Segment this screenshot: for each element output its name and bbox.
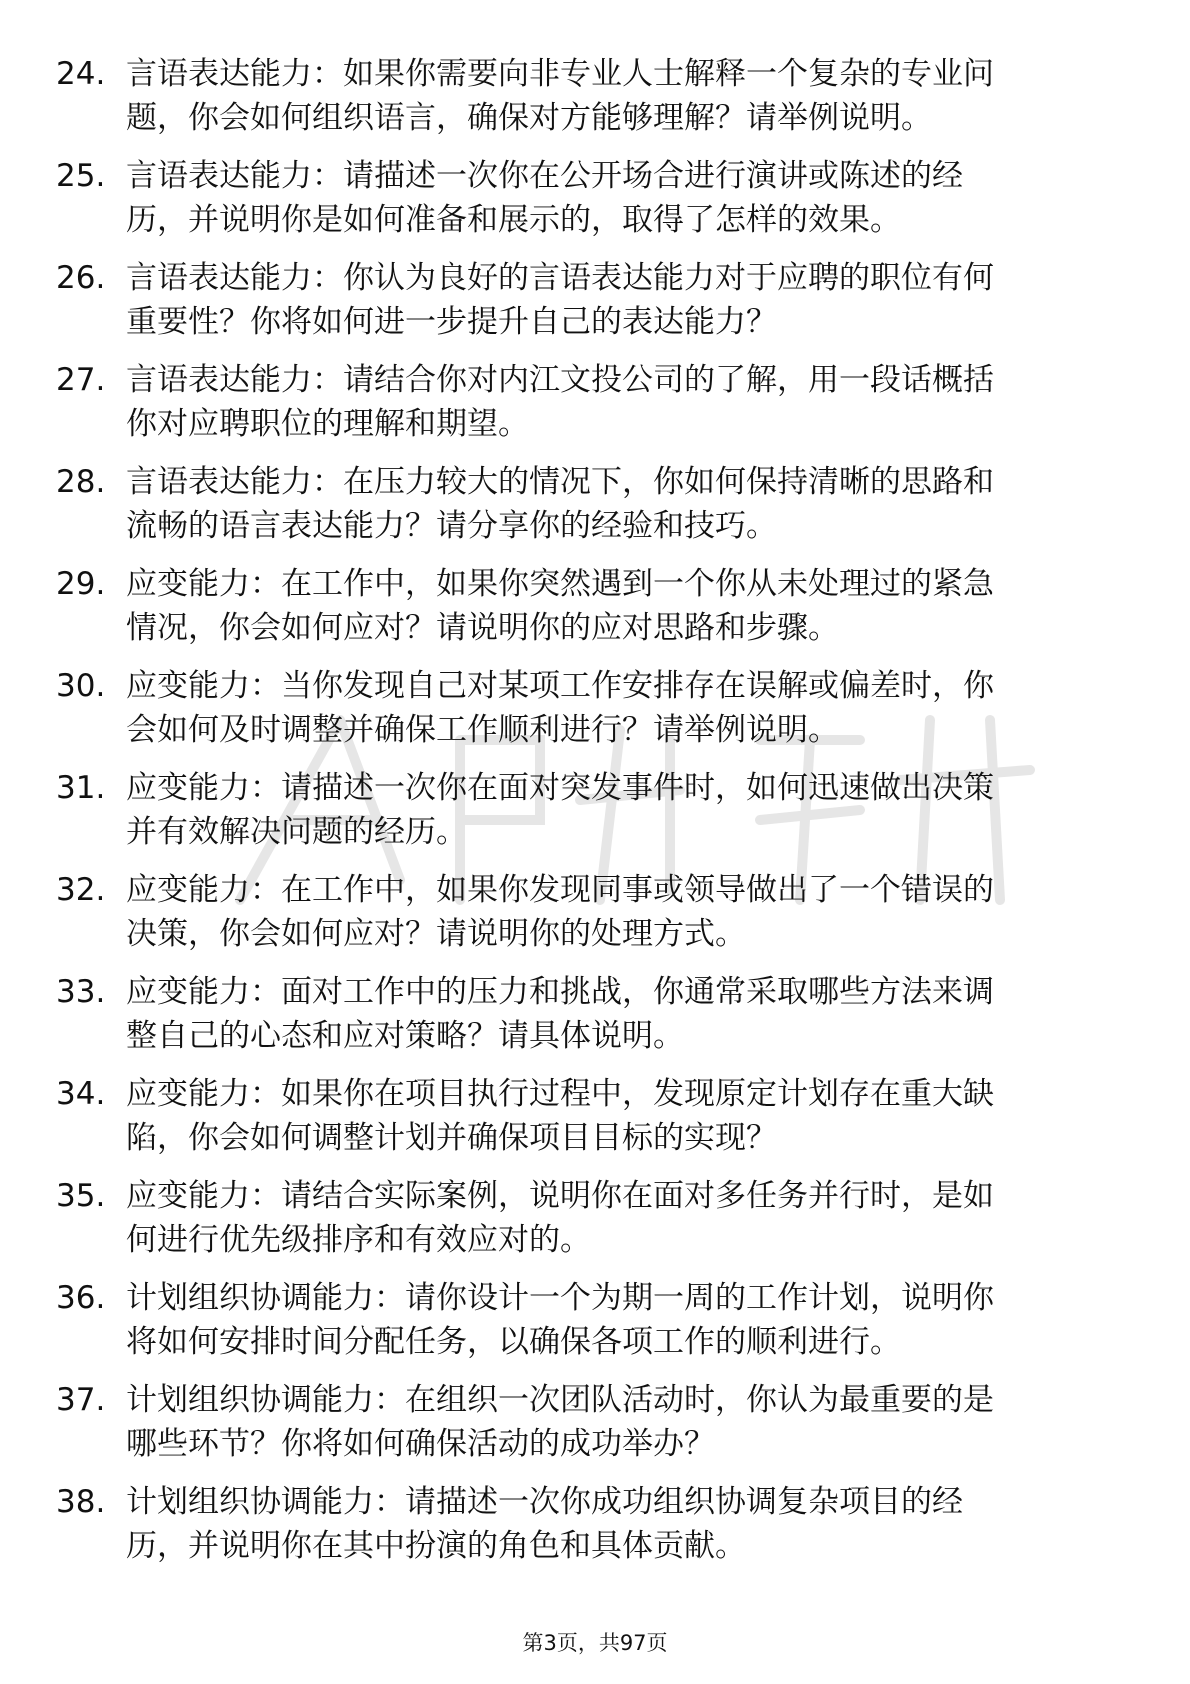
question-number: 30. (56, 668, 106, 704)
question-line: 哪些环节？你将如何确保活动的成功举办？ (126, 1426, 715, 1462)
question-line: 计划组织协调能力：在组织一次团队活动时，你认为最重要的是 (126, 1382, 994, 1418)
question-line: 应变能力：如果你在项目执行过程中，发现原定计划存在重大缺 (126, 1076, 994, 1112)
question-item (0, 154, 1190, 256)
question-number: 34. (56, 1076, 106, 1112)
question-number: 29. (56, 566, 106, 602)
question-number: 32. (56, 872, 106, 908)
question-line: 应变能力：当你发现自己对某项工作安排存在误解或偏差时，你 (126, 668, 994, 704)
question-text (126, 1378, 1126, 1466)
question-line: 言语表达能力：如果你需要向非专业人士解释一个复杂的专业问 (126, 56, 994, 92)
question-number: 38. (56, 1484, 106, 1520)
question-line: 历，并说明你是如何准备和展示的，取得了怎样的效果。 (126, 202, 901, 238)
question-item (0, 1174, 1190, 1276)
question-line: 情况，你会如何应对？请说明你的应对思路和步骤。 (126, 610, 839, 646)
question-line: 言语表达能力：请描述一次你在公开场合进行演讲或陈述的经 (126, 158, 963, 194)
question-number: 36. (56, 1280, 106, 1316)
question-number: 37. (56, 1382, 106, 1418)
question-item (0, 766, 1190, 868)
question-line: 会如何及时调整并确保工作顺利进行？请举例说明。 (126, 712, 839, 748)
question-text (126, 1072, 1126, 1160)
question-item (0, 1276, 1190, 1378)
question-line: 整自己的心态和应对策略？请具体说明。 (126, 1018, 684, 1054)
question-line: 将如何安排时间分配任务，以确保各项工作的顺利进行。 (126, 1324, 901, 1360)
question-number: 26. (56, 260, 106, 296)
question-text (126, 766, 1126, 854)
question-line: 历，并说明你在其中扮演的角色和具体贡献。 (126, 1528, 746, 1564)
question-number: 35. (56, 1178, 106, 1214)
question-number: 25. (56, 158, 106, 194)
question-text (126, 1174, 1126, 1262)
question-text (126, 562, 1126, 650)
question-item (0, 868, 1190, 970)
question-text (126, 358, 1126, 446)
question-text (126, 154, 1126, 242)
question-line: 言语表达能力：请结合你对内江文投公司的了解，用一段话概括 (126, 362, 994, 398)
question-line: 并有效解决问题的经历。 (126, 814, 467, 850)
question-line: 应变能力：在工作中，如果你发现同事或领导做出了一个错误的 (126, 872, 994, 908)
question-number: 33. (56, 974, 106, 1010)
question-line: 重要性？你将如何进一步提升自己的表达能力？ (126, 304, 777, 340)
question-text (126, 970, 1126, 1058)
question-line: 决策，你会如何应对？请说明你的处理方式。 (126, 916, 746, 952)
page-footer: 第3页，共97页 (522, 1631, 668, 1655)
question-item (0, 256, 1190, 358)
question-text (126, 1276, 1126, 1364)
question-item (0, 664, 1190, 766)
question-number: 27. (56, 362, 106, 398)
question-line: 应变能力：请结合实际案例，说明你在面对多任务并行时，是如 (126, 1178, 994, 1214)
question-list (0, 52, 1190, 1582)
question-number: 28. (56, 464, 106, 500)
question-line: 你对应聘职位的理解和期望。 (126, 406, 529, 442)
question-line: 应变能力：请描述一次你在面对突发事件时，如何迅速做出决策 (126, 770, 994, 806)
question-item (0, 1072, 1190, 1174)
question-line: 应变能力：在工作中，如果你突然遇到一个你从未处理过的紧急 (126, 566, 994, 602)
question-line: 计划组织协调能力：请你设计一个为期一周的工作计划，说明你 (126, 1280, 994, 1316)
question-item (0, 52, 1190, 154)
question-text (126, 1480, 1126, 1568)
question-item (0, 1480, 1190, 1582)
question-item (0, 358, 1190, 460)
question-text (126, 664, 1126, 752)
question-line: 应变能力：面对工作中的压力和挑战，你通常采取哪些方法来调 (126, 974, 994, 1010)
question-item (0, 970, 1190, 1072)
question-line: 陷，你会如何调整计划并确保项目目标的实现？ (126, 1120, 777, 1156)
question-text (126, 256, 1126, 344)
question-text (126, 460, 1126, 548)
question-line: 计划组织协调能力：请描述一次你成功组织协调复杂项目的经 (126, 1484, 963, 1520)
question-text (126, 52, 1126, 140)
question-line: 题，你会如何组织语言，确保对方能够理解？请举例说明。 (126, 100, 932, 136)
question-line: 言语表达能力：在压力较大的情况下，你如何保持清晰的思路和 (126, 464, 994, 500)
question-line: 流畅的语言表达能力？请分享你的经验和技巧。 (126, 508, 777, 544)
question-text (126, 868, 1126, 956)
question-number: 24. (56, 56, 106, 92)
question-item (0, 562, 1190, 664)
question-number: 31. (56, 770, 106, 806)
question-line: 言语表达能力：你认为良好的言语表达能力对于应聘的职位有何 (126, 260, 994, 296)
question-item (0, 460, 1190, 562)
question-item (0, 1378, 1190, 1480)
question-line: 何进行优先级排序和有效应对的。 (126, 1222, 591, 1258)
